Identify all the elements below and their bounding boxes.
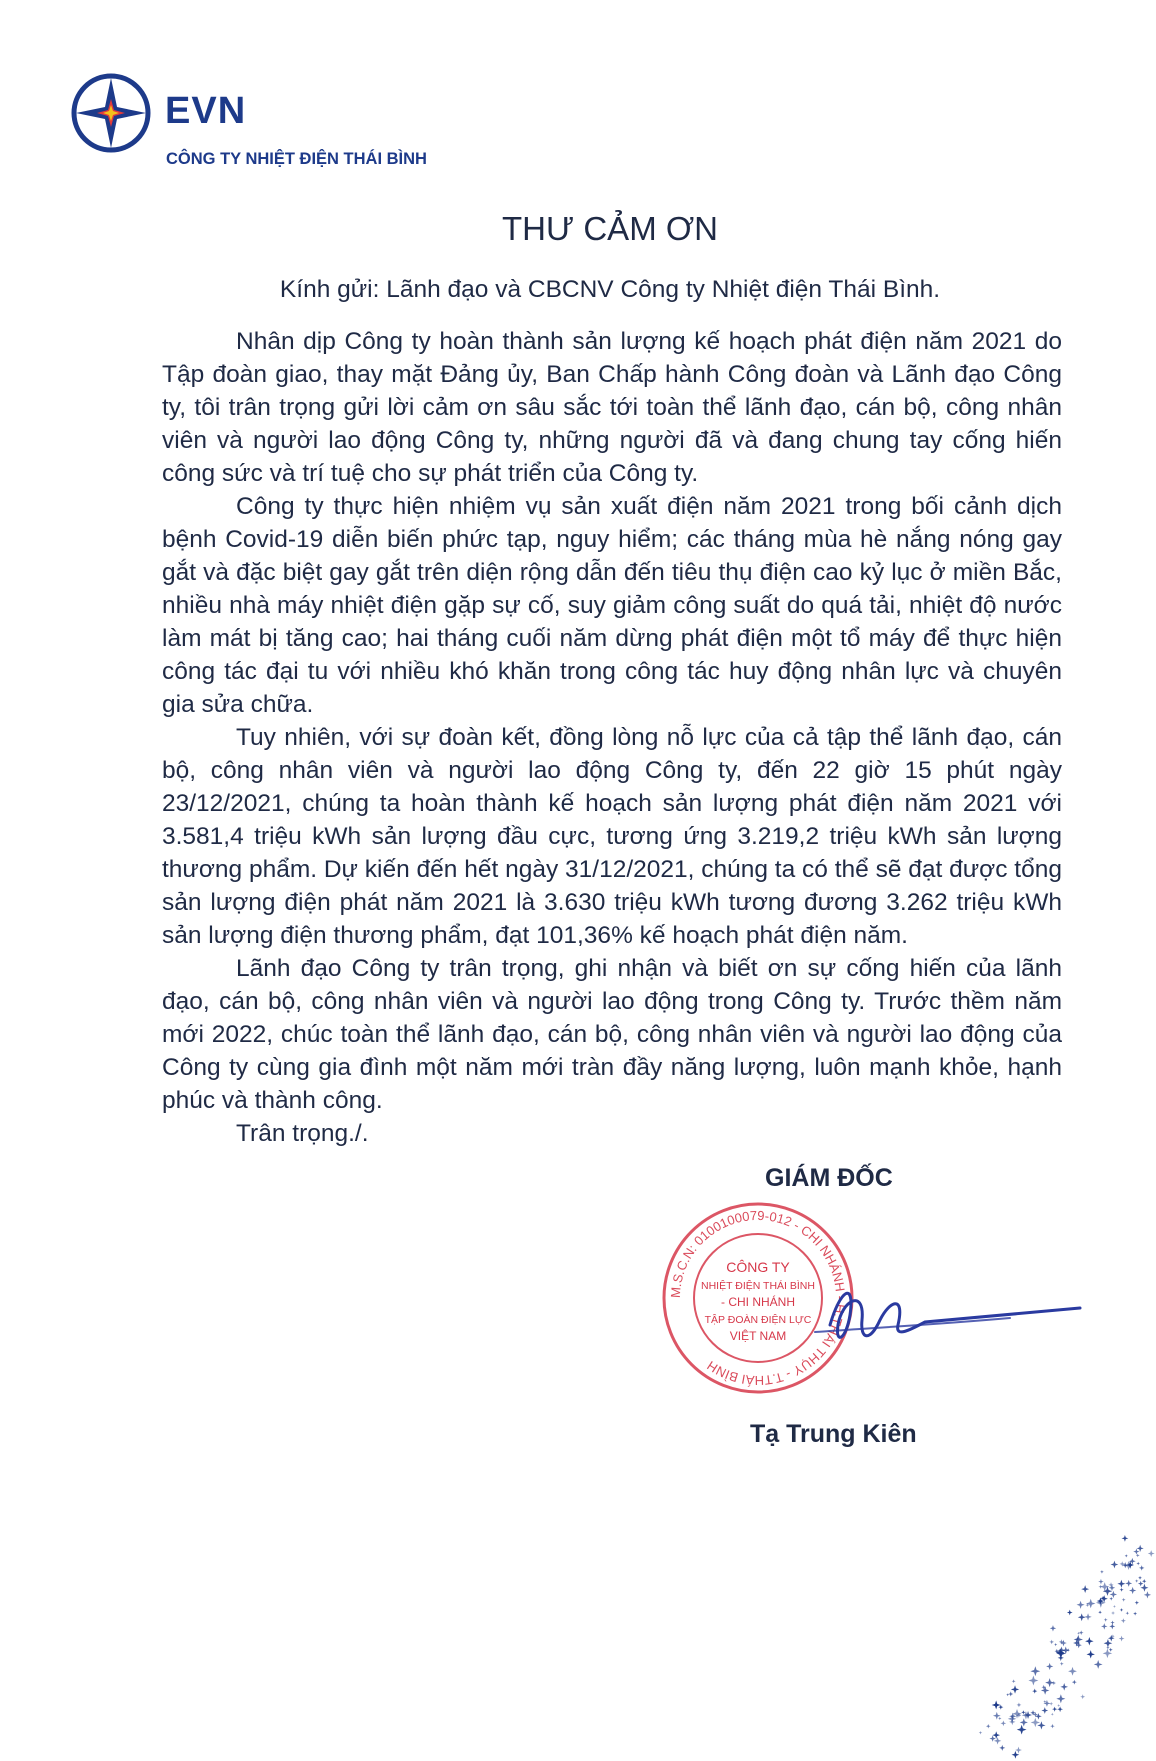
company-name: CÔNG TY NHIỆT ĐIỆN THÁI BÌNH [166, 150, 427, 168]
letter-title: THƯ CẢM ƠN [502, 210, 718, 247]
letter-body [162, 325, 1062, 1150]
closing: Trân trọng./. [236, 1120, 369, 1147]
seal-line-4: TẬP ĐOÀN ĐIỆN LỰC [704, 1314, 812, 1326]
seal-outer-text: M.S.C.N: 0100100079-012 - CHI NHÁNH - H.THÁI THỤY - T.THÁI BÌNH [667, 1207, 849, 1389]
paragraph-3: Tuy nhiên, với sự đoàn kết, đồng lòng nỗ lực của cả tập thể lãnh đạo, cán bộ, công nhân viên và người lao động Công ty, đến 22 giờ 15 phút ngày 23/12/2021, chúng ta hoàn thành kế hoạch sản lượng phát điện năm 2021 với 3.581,4 triệu kWh sản lượng đầu cực, tương ứng 3.219,2 triệu kWh sản lượng thương phẩm. Dự kiến đến hết ngày 31/12/2021, chúng ta có thể sẽ đạt được tổng sản lượng điện phát năm 2021 là 3.630 triệu kWh tương đương 3.262 triệu kWh sản lượng điện thương phẩm, đạt 101,36% kế hoạch phát điện năm. [162, 724, 1062, 949]
signer-name: Tạ Trung Kiên [750, 1420, 917, 1448]
letter-greeting: Kính gửi: Lãnh đạo và CBCNV Công ty Nhiệt điện Thái Bình. [279, 276, 941, 303]
brand-name: EVN [165, 90, 247, 132]
seal-line-5: VIỆT NAM [729, 1329, 787, 1343]
paragraph-1: Nhân dịp Công ty hoàn thành sản lượng kế hoạch phát điện năm 2021 do Tập đoàn giao, thay mặt Đảng ủy, Ban Chấp hành Công đoàn và Lãnh đạo Công ty, tôi trân trọng gửi lời cảm ơn sâu sắc tới toàn thể lãnh đạo, cán bộ, công nhân viên và người lao động Công ty, những người đã và đang chung tay cống hiến công sức và trí tuệ cho sự phát triển của Công ty. [162, 328, 1062, 487]
seal-line-1: CÔNG TY [726, 1259, 790, 1275]
star-pattern-icon [950, 1530, 1156, 1761]
paragraph-4: Lãnh đạo Công ty trân trọng, ghi nhận và biết ơn sự cống hiến của lãnh đạo, cán bộ, công nhân viên và người lao động trong Công ty. Trước thềm năm mới 2022, chúc toàn thể lãnh đạo, cán bộ, công nhân viên và người lao động của Công ty cùng gia đình một năm mới tràn đầy năng lượng, luôn mạnh khỏe, hạnh phúc và thành công. [162, 955, 1062, 1114]
evn-star-logo-icon [70, 72, 152, 154]
position-title: GIÁM ĐỐC [765, 1164, 893, 1192]
seal-line-3: - CHI NHÁNH [721, 1295, 795, 1309]
handwritten-signature [810, 1270, 1090, 1360]
seal-line-2: NHIỆT ĐIỆN THÁI BÌNH [701, 1280, 815, 1292]
paragraph-2: Công ty thực hiện nhiệm vụ sản xuất điện năm 2021 trong bối cảnh dịch bệnh Covid-19 diễn biến phức tạp, nguy hiểm; các tháng mùa hè nắng nóng gay gắt và đặc biệt gay gắt trên diện rộng dẫn đến tiêu thụ điện cao kỷ lục ở miền Bắc, nhiều nhà máy nhiệt điện gặp sự cố, suy giảm công suất do quá tải, nhiệt độ nước làm mát bị tăng cao; hai tháng cuối năm dừng phát điện một tổ máy để thực hiện công tác đại tu với nhiều khó khăn trong công tác huy động nhân lực và chuyên gia sửa chữa. [162, 493, 1062, 718]
